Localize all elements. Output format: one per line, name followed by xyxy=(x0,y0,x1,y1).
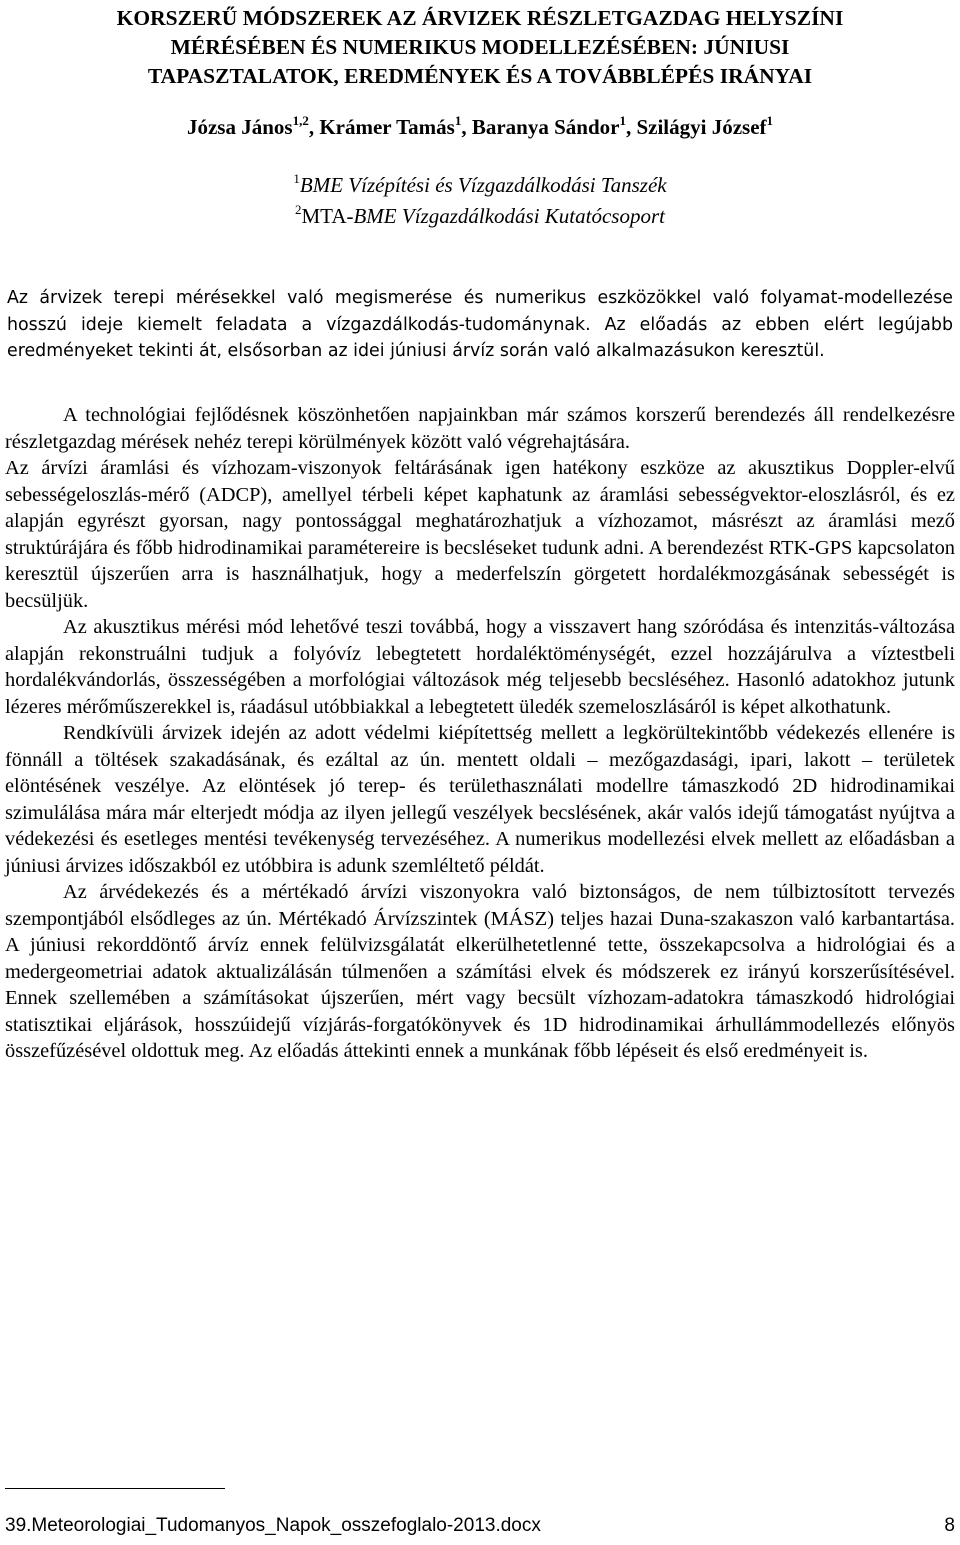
author-name: Szilágyi József xyxy=(636,115,767,139)
affiliation-number: 1 xyxy=(293,171,300,186)
affiliation-text: BME Vízépítési és Vízgazdálkodási Tanszék xyxy=(299,173,667,197)
author-name: Krámer Tamás xyxy=(319,115,455,139)
footer-filename: 39.Meteorologiai_Tudomanyos_Napok_osszefoglalo-2013.docx xyxy=(5,1515,541,1536)
body-paragraph: Az árvédekezés és a mértékadó árvízi viszonyokra való biztonságos, de nem túlbiztosított tervezés szempontjából elsődleges az ún. Mértékadó Árvízszintek (MÁSZ) teljes hazai Duna-szakaszon való karbantartása. A júniusi rekorddöntő árvíz ennek felülvizsgálatát elkerülhetetlenné tette, összekapcsolva a hidrológiai és a medergeometriai adatok aktualizálásán túlmenően a számítási elvek és módszerek ez irányú korszerűsítésével. Ennek szellemében a számításokat újszerűen, mért vagy becsült vízhozam-adatokra támaszkodó hidrológiai statisztikai eljárások, hosszúidejű vízjárás-forgatókönyvek és 1D hidrodinamikai árhullámmodellezés előnyös összefűzésével oldottuk meg. Az előadás áttekinti ennek a munkának főbb lépéseit és első eredményeit is. xyxy=(5,881,955,1062)
author-name: Józsa János xyxy=(186,115,293,139)
author-separator: , xyxy=(625,115,637,139)
affiliation-number: 2 xyxy=(295,202,302,217)
author-separator: , xyxy=(461,115,472,139)
abstract xyxy=(7,285,953,365)
affiliation-1 xyxy=(0,170,960,201)
title-line-3: TAPASZTALATOK, EREDMÉNYEK ÉS A TOVÁBBLÉPÉS IRÁNYAI xyxy=(147,64,813,88)
body-paragraph: Az árvízi áramlási és vízhozam-viszonyok feltárásának igen hatékony eszköze az akusztikus Doppler-elvű sebességeloszlás-mérő (ADCP), amellyel térbeli képet kaphatunk az áramlási sebességvektor-eloszlásról, és ez alapján egyrészt gyorsan, nagy pontossággal meghatározhatjuk a vízhozamot, másrészt az áramlási mező struktúrájára és főbb hidrodinamikai paramétereire is becsléseket tudunk adni. A berendezést RTK-GPS kapcsolaton keresztül újszerűen arra is használhatjuk, hogy a mederfelszín görgetett hordalékmozgásának sebességét is becsüljük. xyxy=(5,457,955,612)
author-affiliation-marker: 1 xyxy=(454,113,462,128)
affiliation-2 xyxy=(0,201,960,232)
body-text xyxy=(5,402,955,1065)
affiliation-prefix: MTA- xyxy=(301,204,354,228)
author-affiliation-marker: 1 xyxy=(766,113,774,128)
author-separator: , xyxy=(308,115,320,139)
title-line-2: MÉRÉSÉBEN ÉS NUMERIKUS MODELLEZÉSÉBEN: JÚNIUSI xyxy=(170,35,790,59)
body-paragraph: Rendkívüli árvizek idején az adott védelmi kiépítettség mellett a legkörültekintőbb védekezés ellenére is fönnáll a töltések szakadásának, és ezáltal az ún. mentett oldali – mezőgazdasági, ipari, lakott – területek elöntésének veszélye. Az elöntések jó terep- és területhasználati modellre támaszkodó 2D hidrodinamikai szimulálása mára már elterjedt módja az ilyen jellegű veszélyek becslésének, akár valós idejű támogatást nyújtva a védekezési és esetleges mentési tevékenység tervezéséhez. A numerikus modellezési elvek mellett az előadásban a júniusi árvizes időszakból ez utóbbira is adunk szemléltető példát. xyxy=(5,722,955,877)
footer-divider xyxy=(5,1488,225,1489)
paper-title xyxy=(0,4,960,91)
abstract-paragraph: Az árvizek terepi mérésekkel való megismerése és numerikus eszközökkel való folyamat-modellezése hosszú ideje kiemelt feladata a vízgazdálkodás-tudománynak. Az előadás az ebben elért legújabb eredményeket tekinti át, elsősorban az idei júniusi árvíz során való alkalmazásukon keresztül. xyxy=(7,288,953,361)
title-line-1: KORSZERŰ MÓDSZEREK AZ ÁRVIZEK RÉSZLETGAZDAG HELYSZÍNI xyxy=(116,6,844,30)
author-list xyxy=(0,113,960,141)
body-paragraph: A technológiai fejlődésnek köszönhetően napjainkban már számos korszerű berendezés áll rendelkezésre részletgazdag mérések nehéz terepi körülmények között való végrehajtására. xyxy=(5,404,955,453)
page-number: 8 xyxy=(944,1515,955,1536)
affiliation-list xyxy=(0,170,960,232)
author-affiliation-marker: 1,2 xyxy=(292,113,309,128)
page-footer xyxy=(5,1514,955,1538)
author-name: Baranya Sándor xyxy=(471,115,620,139)
affiliation-text: BME Vízgazdálkodási Kutatócsoport xyxy=(353,204,665,228)
body-paragraph: Az akusztikus mérési mód lehetővé teszi továbbá, hogy a visszavert hang szóródása és intenzitás-változása alapján rekonstruálni tudjuk a folyóvíz lebegtetett hordaléktöménységét, ezzel hozzájárulva a víztestbeli hordalékvándorlás, összességében a morfológiai változások még teljesebb becsléséhez. Hasonló adatokhoz jutunk lézeres mérőműszerekkel is, ráadásul utóbbiakkal a lebegtetett üledék szemeloszlásáról is képet alkothatunk. xyxy=(5,616,955,718)
author-affiliation-marker: 1 xyxy=(619,113,626,128)
